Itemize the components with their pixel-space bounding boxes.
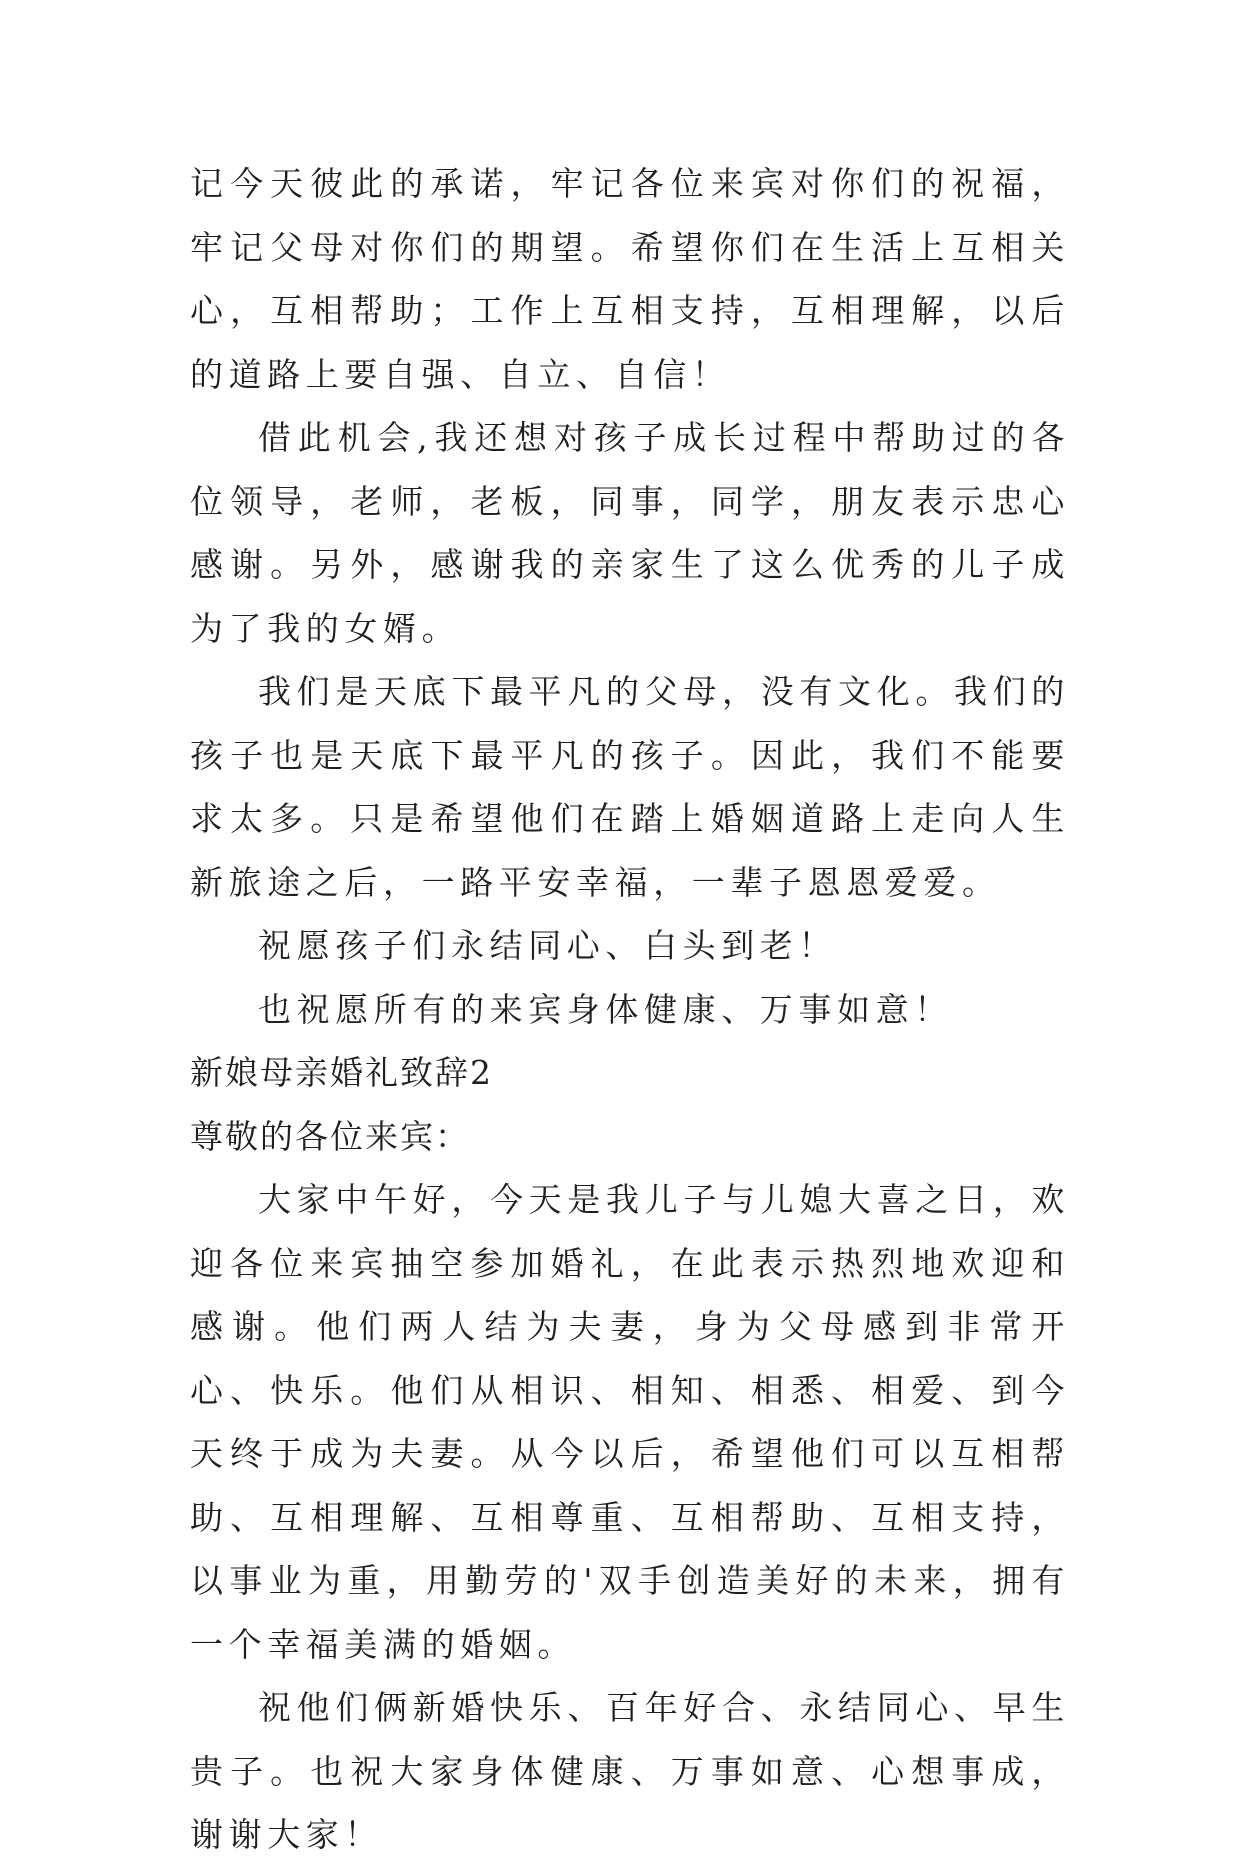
paragraph-blessing-children: 祝愿孩子们永结同心、白头到老！ bbox=[258, 926, 837, 965]
paragraph-thanks: 借此机会,我还想对孩子成长过程中帮助过的各位领导，老师，老板，同事，同学，朋友表示忠心感谢。另外，感谢我的亲家生了这么优秀的儿子成为了我的女婿。 bbox=[190, 418, 1070, 648]
paragraph-closing: 祝他们俩新婚快乐、百年好合、永结同心、早生贵子。也祝大家身体健康、万事如意、心想事成，谢谢大家！ bbox=[190, 1688, 1070, 1854]
paragraph-welcome: 大家中午好，今天是我儿子与儿媳大喜之日，欢迎各位来宾抽空参加婚礼，在此表示热烈地欢迎和感谢。他们两人结为夫妻，身为父母感到非常开心、快乐。他们从相识、相知、相悉、相爱、到今天终于成为夫妻。从今以后，希望他们可以互相帮助、互相理解、互相尊重、互相帮助、互相支持，以事业为重，用勤劳的'双手创造美好的未来，拥有一个幸福美满的婚姻。 bbox=[190, 1180, 1070, 1664]
paragraph-parents: 我们是天底下最平凡的父母，没有文化。我们的孩子也是天底下最平凡的孩子。因此，我们不能要求太多。只是希望他们在踏上婚姻道路上走向人生新旅途之后，一路平安幸福，一辈子恩恩爱爱。 bbox=[190, 672, 1070, 902]
salutation: 尊敬的各位来宾： bbox=[190, 1116, 470, 1156]
paragraph-continued: 记今天彼此的承诺，牢记各位来宾对你们的祝福，牢记父母对你们的期望。希望你们在生活上互相关心，互相帮助；工作上互相支持，互相理解，以后的道路上要自强、自立、自信！ bbox=[190, 164, 1070, 394]
paragraph-blessing-guests: 也祝愿所有的来宾身体健康、万事如意！ bbox=[258, 989, 953, 1029]
section-title: 新娘母亲婚礼致辞2 bbox=[190, 1053, 493, 1092]
document-body bbox=[190, 152, 1070, 1867]
